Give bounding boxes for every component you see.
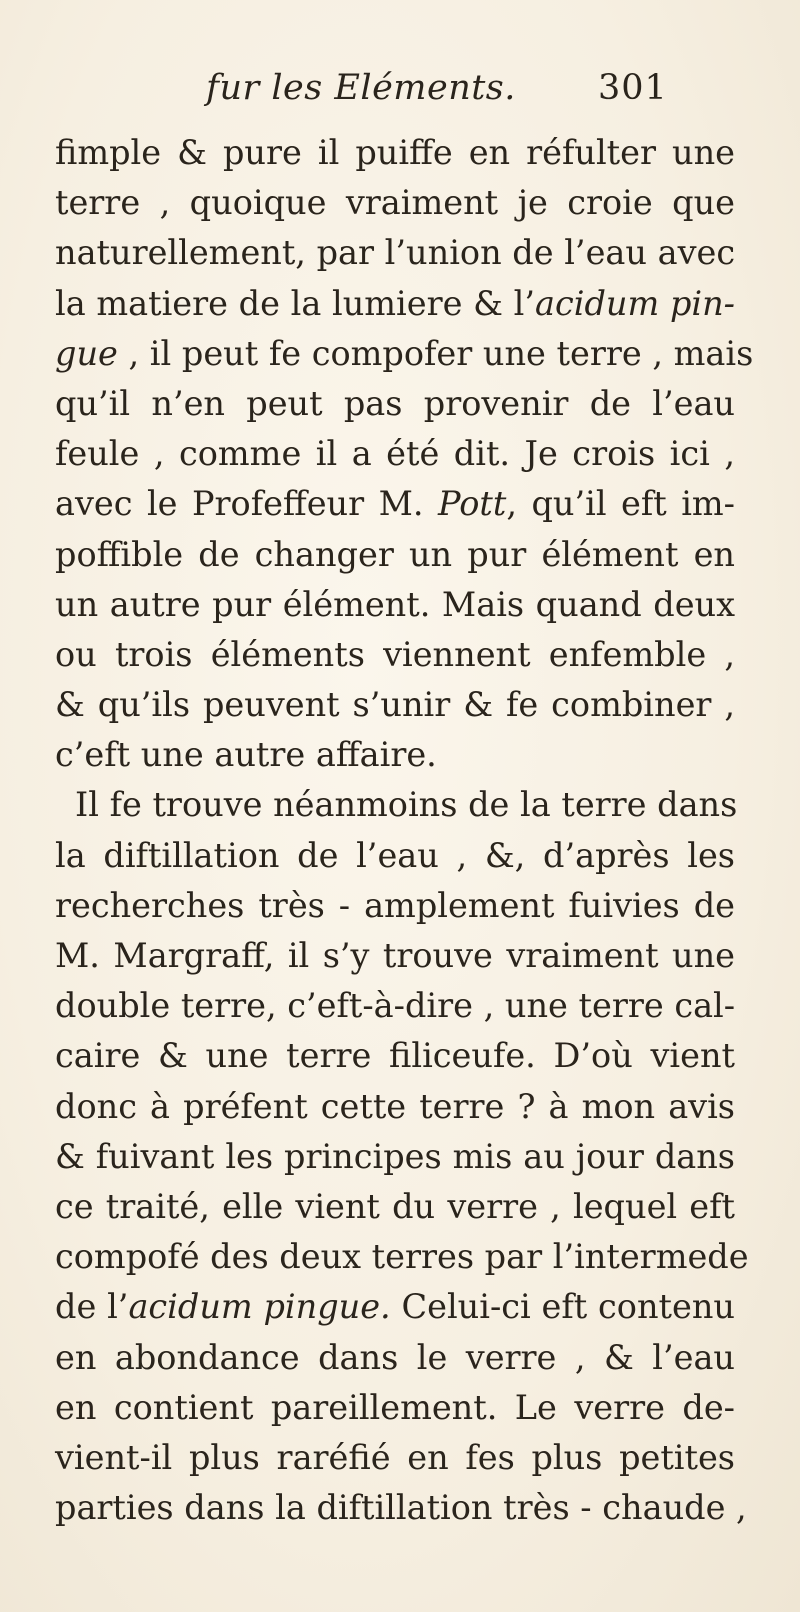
text-line (55, 730, 735, 780)
text-line (55, 881, 735, 931)
text-line (55, 1333, 735, 1383)
text-line (55, 1132, 735, 1182)
text-line (55, 228, 735, 278)
text-segment: , il peut fe compofer une terre , mais (117, 333, 754, 373)
text-line (55, 1483, 747, 1533)
text-line (55, 1182, 735, 1232)
text-line (55, 379, 735, 429)
text-segment: , qu’il eft im- (506, 484, 735, 524)
text-line (55, 1282, 735, 1332)
italic-text: acidum pingue. (128, 1287, 391, 1327)
text-segment: ou trois éléments viennent enfemble , (55, 634, 735, 674)
page-header (0, 68, 800, 128)
text-line (55, 1232, 749, 1282)
text-line (55, 630, 735, 680)
text-segment: M. Margraff, il s’y trouve vraiment une (55, 936, 735, 975)
text-segment: compofé des deux terres par l’intermede (55, 1237, 749, 1277)
text-line (55, 931, 735, 981)
text-segment: la diftillation de l’eau , &, d’après les (55, 835, 735, 875)
text-segment: de l’ (55, 1287, 129, 1327)
text-line (55, 178, 735, 228)
text-line (55, 429, 735, 479)
text-line (55, 981, 735, 1031)
text-line (55, 680, 735, 730)
text-segment: ce traité, elle vient du verre , lequel eft (55, 1186, 735, 1226)
text-line (55, 329, 754, 379)
text-segment: c’eft une autre affaire. (55, 735, 437, 775)
text-segment: qu’il n’en peut pas provenir de l’eau (55, 383, 735, 423)
italic-text: Pott (438, 484, 507, 524)
text-segment: parties dans la diftillation très - chaude , (55, 1488, 747, 1528)
text-segment: naturellement, par l’union de l’eau avec (55, 233, 736, 273)
text-segment: vient-il plus raréfié en fes plus petites (55, 1437, 735, 1477)
text-segment: terre , quoique vraiment je croie que (55, 183, 735, 223)
text-segment: & qu’ils peuvent s’unir & fe combiner , (55, 685, 735, 725)
italic-text: acidum pin- (535, 283, 735, 323)
text-line (55, 1082, 735, 1132)
text-segment: poffible de changer un pur élément en (55, 534, 735, 574)
text-segment: un autre pur élément. Mais quand deux (55, 584, 735, 624)
text-segment: caire & une terre filiceufe. D’où vient (55, 1036, 735, 1076)
text-segment: avec le Profeffeur M. (55, 484, 439, 524)
text-line (55, 580, 735, 630)
text-line (55, 1031, 735, 1081)
text-segment: en contient pareillement. Le verre de- (55, 1387, 735, 1427)
text-segment: double terre, c’eft-à-dire , une terre cal- (55, 986, 736, 1026)
text-line (55, 128, 735, 178)
text-segment: donc à préfent cette terre ? à mon avis (55, 1086, 735, 1126)
text-line (55, 831, 735, 881)
text-segment: & fuivant les principes mis au jour dans (55, 1136, 735, 1176)
body-text (55, 128, 754, 1533)
text-segment: feule , comme il a été dit. Je crois ici , (55, 434, 735, 474)
text-segment: Celui-ci eft contenu (390, 1287, 735, 1327)
text-segment: Il fe trouve néanmoins de la terre dans (75, 785, 738, 825)
text-segment: recherches très - amplement fuivies de (55, 885, 735, 925)
text-line (55, 1383, 735, 1433)
text-line (55, 479, 735, 529)
running-head: fur les Eléments. (206, 68, 516, 108)
text-line (55, 780, 738, 830)
text-line (55, 530, 735, 580)
text-line (55, 1433, 735, 1483)
text-segment: fimple & pure il puiffe en réfulter une (55, 133, 735, 172)
italic-text: gue (55, 333, 118, 373)
text-segment: en abondance dans le verre , & l’eau (55, 1337, 735, 1377)
page-number: 301 (598, 68, 668, 108)
text-segment: la matiere de la lumiere & l’ (55, 283, 536, 323)
text-line (55, 279, 735, 329)
